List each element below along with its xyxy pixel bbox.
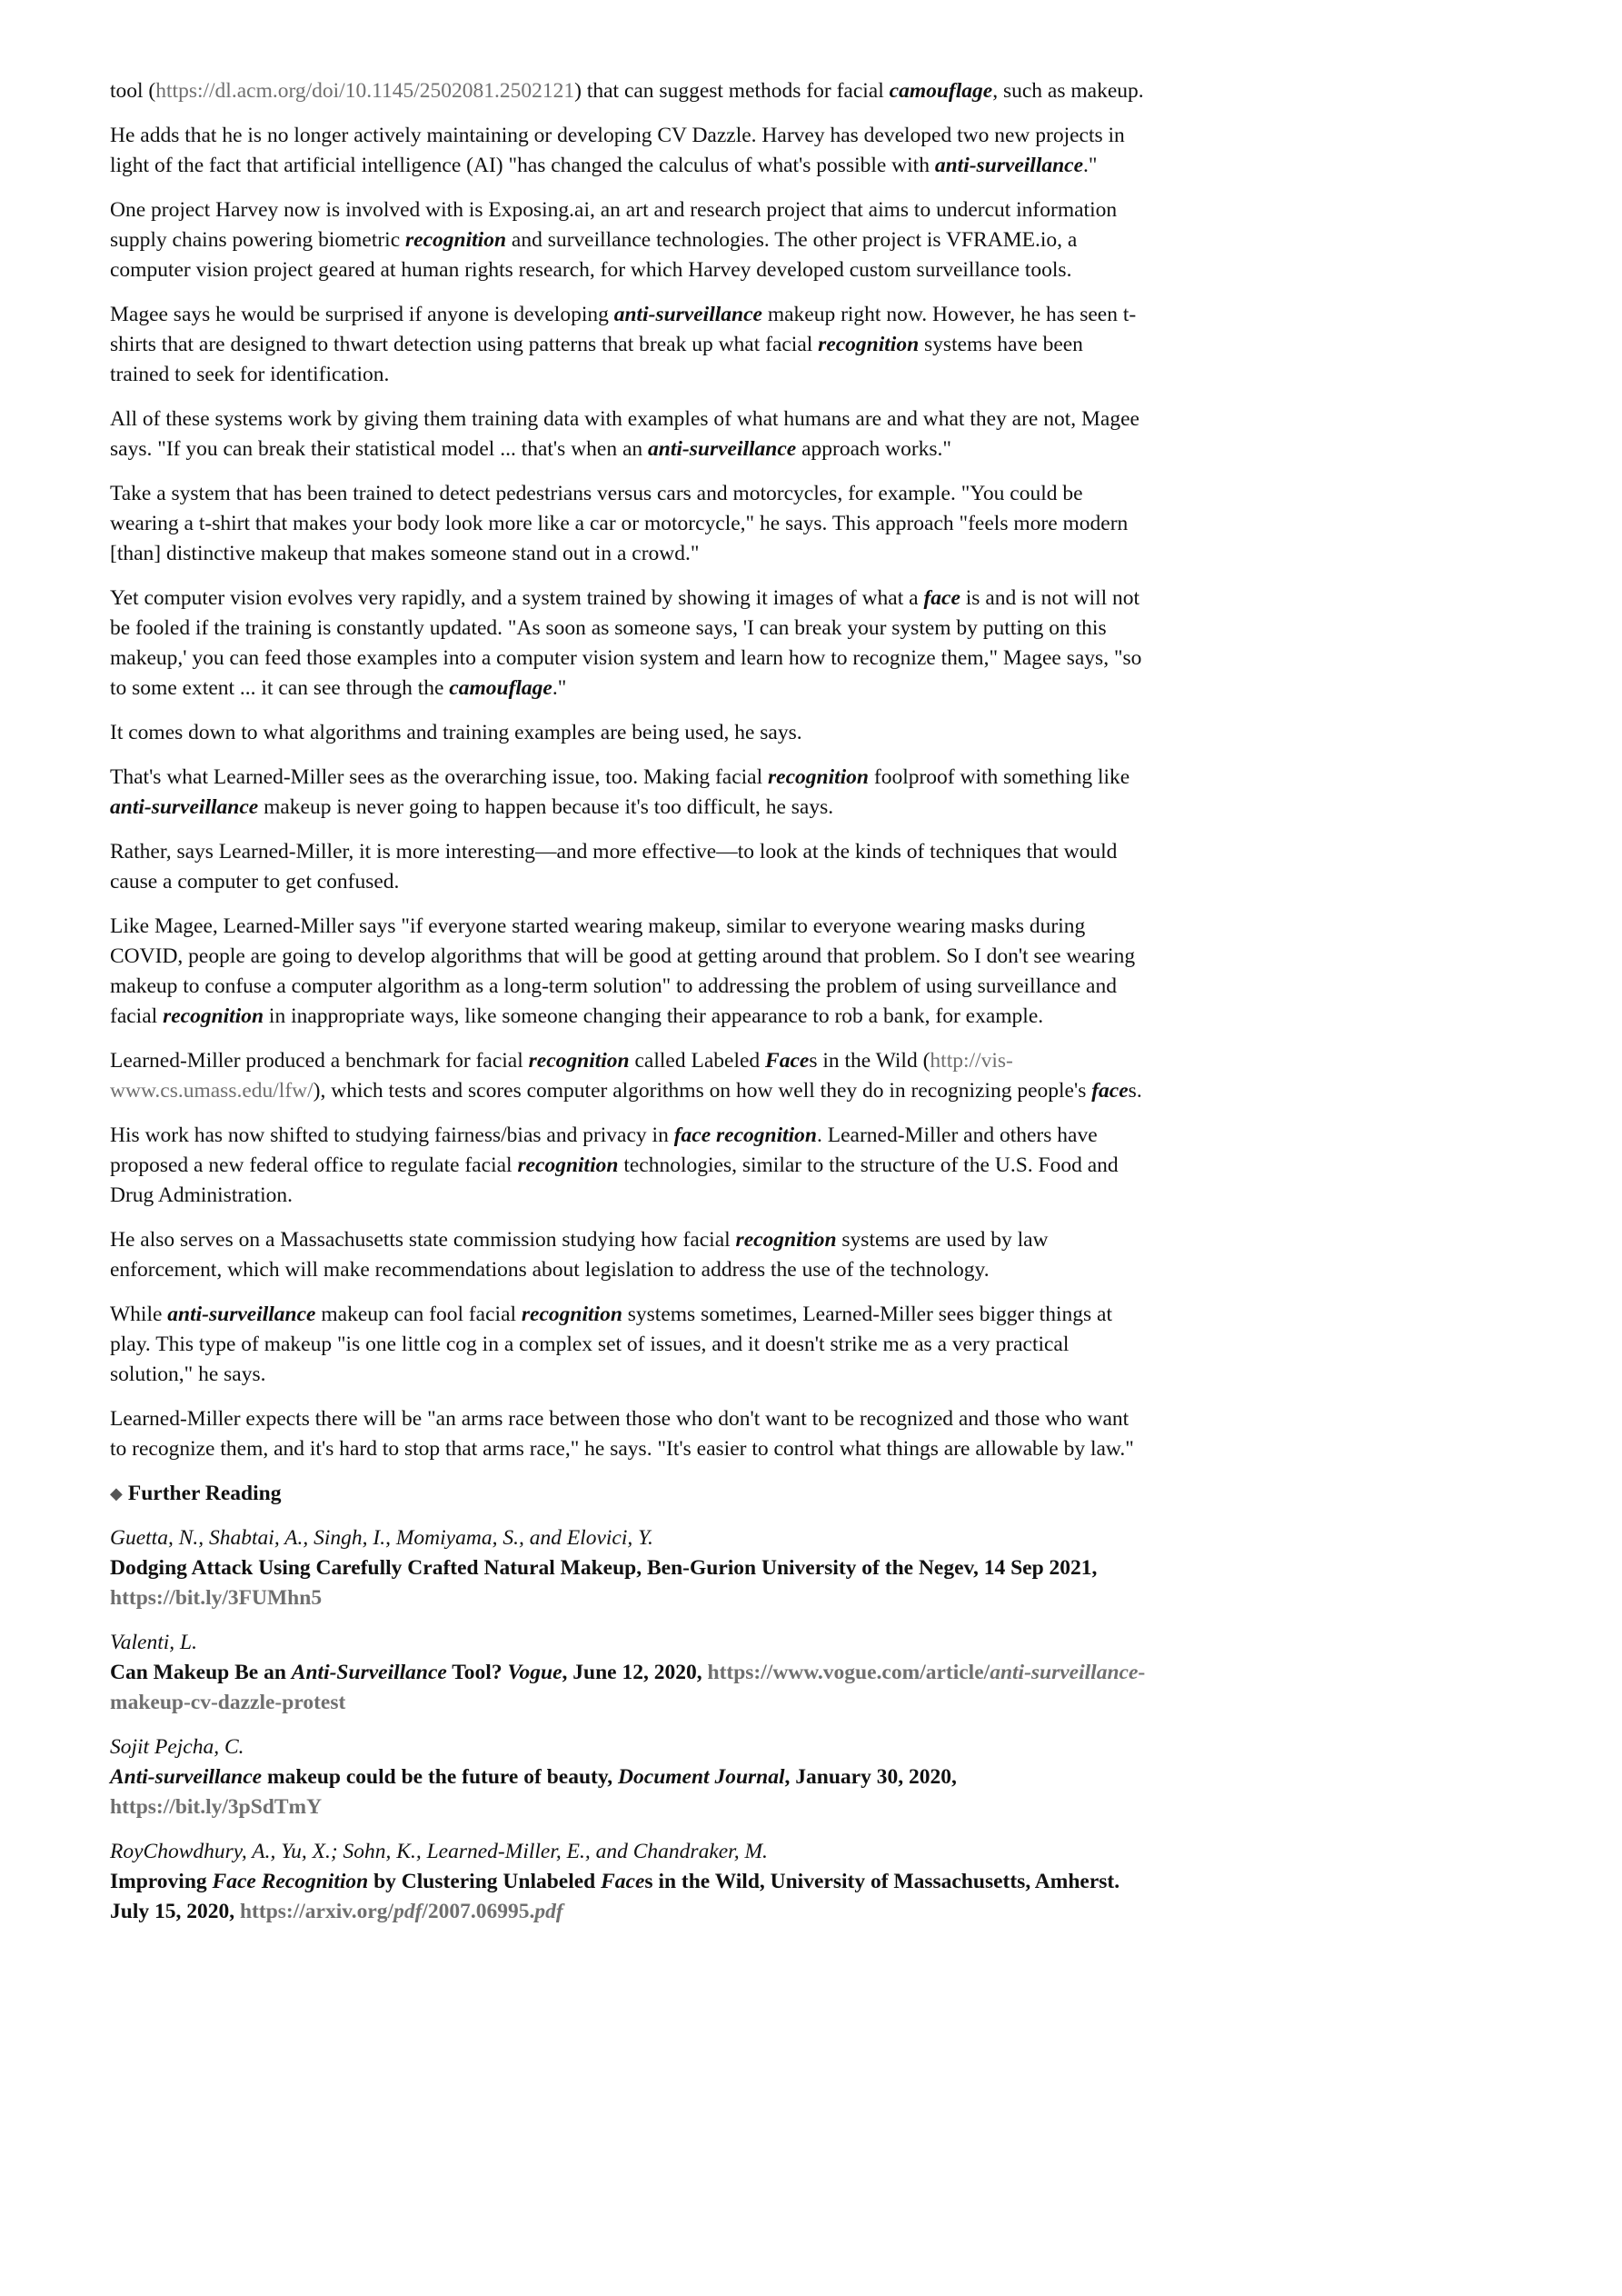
text-run: Take a system that has been trained to detect pedestrians versus cars and motorcycles, for example. "You could be wearing a t-shirt that makes your body look more like a car or motorcycle," he says. This approach "feels more modern [than] distinctive makeup that makes someone stand out in a crowd." [110,482,1129,565]
paragraph [110,121,1146,181]
highlighted-term: face [923,586,960,610]
paragraph [110,763,1146,823]
text-run: Rather, says Learned-Miller, it is more interesting—and more effective—to look at the kinds of techniques that would cause a computer to get confused. [110,840,1118,893]
reference-authors: Sojit Pejcha, C. [110,1735,244,1759]
highlighted-term: recognition [163,1004,264,1028]
reference-title [110,1553,1146,1613]
text-run: Dodging Attack Using Carefully Crafted Natural Makeup, Ben-Gurion University of the Negev, 14 Sep 2021, [110,1556,1098,1580]
text-run: Magee says he would be surprised if anyone is developing [110,303,614,326]
text-run: foolproof with something like [869,765,1130,789]
highlighted-term: camouflage [889,79,993,103]
highlighted-term: recognition [768,765,869,789]
text-run: ." [1083,154,1098,177]
text-run: He also serves on a Massachusetts state commission studying how facial [110,1228,736,1252]
italic-text: Face Recognition [212,1870,369,1893]
highlighted-term: recognition [405,228,507,252]
text-run: systems sometimes, Learned-Miller sees bigger things at play. This type of makeup "is one little cog in a complex set of issues, and it doesn't strike me as a very practical solution," he says. [110,1303,1112,1386]
highlighted-term: anti-surveillance [934,154,1084,177]
highlighted-term: Face [765,1049,810,1073]
reference-item [110,1523,1146,1613]
highlighted-term: anti-surveillance [110,795,259,819]
text-run: by Clustering Unlabeled [368,1870,602,1893]
link[interactable]: https://bit.ly/3FUMhn5 [110,1586,323,1610]
further-reading-label: Further Reading [127,1482,282,1505]
text-run: His work has now shifted to studying fairness/bias and privacy in [110,1123,674,1147]
paragraph [110,912,1146,1032]
reference-authors: Guetta, N., Shabtai, A., Singh, I., Momiyama, S., and Elovici, Y. [110,1526,653,1550]
link[interactable]: -makeup-cv-dazzle-protest [110,1661,1146,1714]
italic-text: Vogue [507,1661,562,1684]
text-run: s. [1128,1079,1142,1103]
highlighted-term: face recognition [673,1123,817,1147]
reference-authors: RoyChowdhury, A., Yu, X.; Sohn, K., Learned-Miller, E., and Chandraker, M. [110,1840,768,1863]
reference-item [110,1732,1146,1822]
text-run: s in the Wild ( [809,1049,930,1073]
text-run: ) that can suggest methods for facial [574,79,890,103]
highlighted-term: anti-surveillance [648,437,797,461]
text-run: makeup can fool facial [315,1303,522,1326]
link[interactable]: https://bit.ly/3pSdTmY [110,1795,323,1819]
text-run: systems are used by law enforcement, which will make recommendations about legislation to address the use of the technology. [110,1228,1049,1282]
text-run: Can Makeup Be an [110,1661,292,1684]
article-paragraphs [110,76,1146,1464]
paragraph [110,1300,1146,1390]
paragraph [110,837,1146,897]
text-run: s in the Wild, University of Massachusetts, Amherst. July 15, 2020, [110,1870,1120,1923]
paragraph [110,76,1146,106]
paragraph [110,718,1146,748]
text-run: He adds that he is no longer actively maintaining or developing CV Dazzle. Harvey has developed two new projects in light of the fact that artificial intelligence (AI) "has changed the calculus of what's possible with [110,124,1125,177]
highlighted-term: recognition [735,1228,837,1252]
text-run: Like Magee, Learned-Miller says "if everyone started wearing makeup, similar to everyone wearing masks during COVID, people are going to develop algorithms that will be good at getting around that problem. So I don't see wearing makeup to confuse a computer algorithm as a long-term solution" to addressing the problem of using surveillance and facial [110,914,1136,1028]
paragraph [110,300,1146,390]
reference-title [110,1762,1146,1822]
italic-text: Anti-Surveillance [291,1661,447,1684]
link[interactable]: pdf [534,1900,563,1923]
paragraph [110,195,1146,285]
paragraph [110,1404,1146,1464]
highlighted-term: recognition [517,1153,619,1177]
text-run: Tool? [446,1661,508,1684]
paragraph [110,584,1146,704]
link[interactable]: pdf [393,1900,423,1923]
italic-text: Face [601,1870,645,1893]
text-run: called Labeled [629,1049,766,1073]
reference-title [110,1867,1146,1927]
link[interactable]: http://vis-www.cs.umass.edu/lfw/ [110,1049,1013,1103]
paragraph [110,404,1146,464]
text-run: That's what Learned-Miller sees as the overarching issue, too. Making facial [110,765,769,789]
text-run: All of these systems work by giving them training data with examples of what humans are and what they are not, Magee says. "If you can break their statistical model ... that's when an [110,407,1139,461]
link[interactable]: https://arxiv.org/ [239,1900,394,1923]
highlighted-term: recognition [528,1049,630,1073]
italic-text: Document Journal [618,1765,785,1789]
link[interactable]: https://dl.acm.org/doi/10.1145/2502081.2502121 [155,79,575,103]
diamond-icon: ◆ [110,1484,123,1502]
reference-item [110,1628,1146,1718]
link[interactable]: /2007.06995. [422,1900,535,1923]
link[interactable]: anti-surveillance [990,1661,1139,1684]
text-run: technologies, similar to the structure of the U.S. Food and Drug Administration. [110,1153,1119,1207]
text-run: ), which tests and scores computer algorithms on how well they do in recognizing people's [313,1079,1092,1103]
further-reading-heading [110,1479,1146,1509]
text-run: systems have been trained to seek for identification. [110,333,1083,386]
highlighted-term: recognition [818,333,920,356]
italic-text: Anti-surveillance [110,1765,263,1789]
highlighted-term: camouflage [449,676,552,700]
highlighted-term: face [1091,1079,1129,1103]
text-run: and surveillance technologies. The other project is VFRAME.io, a computer vision project geared at human rights research, for which Harvey developed custom surveillance tools. [110,228,1078,282]
text-run: Improving [110,1870,213,1893]
text-run: One project Harvey now is involved with is Exposing.ai, an art and research project that aims to undercut information supply chains powering biometric [110,198,1118,252]
text-run: , January 30, 2020, [784,1765,957,1789]
text-run: makeup could be the future of beauty, [262,1765,619,1789]
text-run: Learned-Miller expects there will be "an arms race between those who don't want to be recognized and those who want to recognize them, and it's hard to stop that arms race," he says. "It's easier to control what things are allowable by law." [110,1407,1134,1461]
paragraph [110,1046,1146,1106]
highlighted-term: anti-surveillance [167,1303,316,1326]
text-run: Learned-Miller produced a benchmark for facial [110,1049,529,1073]
text-run: makeup is never going to happen because it's too difficult, he says. [258,795,834,819]
text-run: ." [552,676,567,700]
reference-authors: Valenti, L. [110,1631,197,1654]
text-run: makeup right now. However, he has seen t-shirts that are designed to thwart detection using patterns that break up what facial [110,303,1137,356]
paragraph [110,479,1146,569]
text-run: tool ( [110,79,156,103]
text-run: , such as makeup. [992,79,1144,103]
reference-title [110,1658,1146,1718]
article-body [110,76,1146,1942]
text-run: . Learned-Miller and others have proposed a new federal office to regulate facial [110,1123,1098,1177]
text-run: Yet computer vision evolves very rapidly, and a system trained by showing it images of what a [110,586,924,610]
text-run: While [110,1303,168,1326]
text-run: It comes down to what algorithms and training examples are being used, he says. [110,721,802,744]
paragraph [110,1121,1146,1211]
highlighted-term: recognition [521,1303,622,1326]
reference-item [110,1837,1146,1927]
text-run: , June 12, 2020, [562,1661,708,1684]
references-list [110,1523,1146,1927]
text-run: approach works." [796,437,952,461]
text-run: in inappropriate ways, like someone changing their appearance to rob a bank, for example. [264,1004,1044,1028]
paragraph [110,1225,1146,1285]
text-run: is and is not will not be fooled if the training is constantly updated. "As soon as someone says, 'I can break your system by putting on this makeup,' you can feed those examples into a computer vision system and learn how to recognize them," Magee says, "so to some extent ... it can see through the [110,586,1142,700]
highlighted-term: anti-surveillance [613,303,762,326]
link[interactable]: https://www.vogue.com/article/ [707,1661,990,1684]
